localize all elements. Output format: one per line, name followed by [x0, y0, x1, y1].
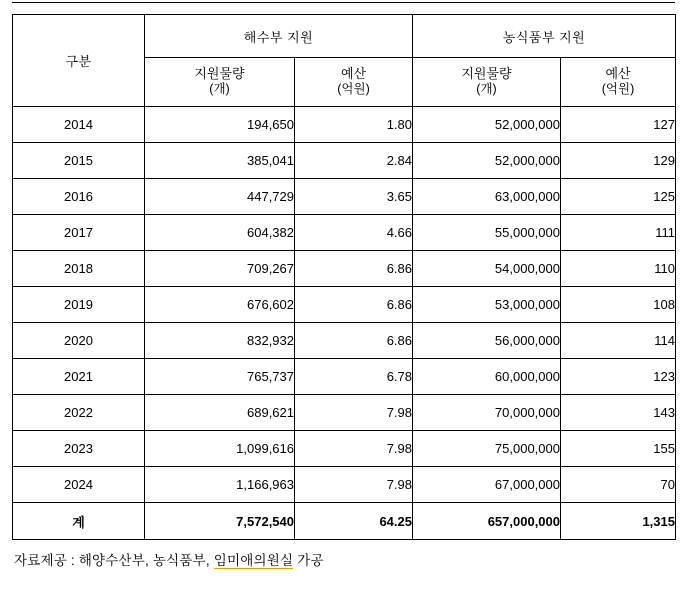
source-suffix: 가공 [293, 553, 324, 568]
header-gubun: 구분 [13, 15, 145, 107]
cell-total-oceans-budget: 64.25 [295, 503, 413, 540]
table-row [13, 395, 676, 431]
cell-total-oceans-quantity: 7,572,540 [145, 503, 295, 540]
cell-agriculture-quantity: 52,000,000 [413, 143, 561, 179]
header-sub-label: 지원물량 [461, 66, 512, 82]
table-body [13, 107, 676, 540]
support-table [12, 14, 676, 540]
cell-total-agriculture-quantity: 657,000,000 [413, 503, 561, 540]
cell-oceans-quantity: 1,099,616 [145, 431, 295, 467]
cell-oceans-budget: 7.98 [295, 395, 413, 431]
cell-oceans-budget: 6.86 [295, 287, 413, 323]
cell-agriculture-quantity: 75,000,000 [413, 431, 561, 467]
cell-year: 2021 [13, 359, 145, 395]
table-row [13, 323, 676, 359]
source-prefix: 자료제공 : 해양수산부, 농식품부, [14, 553, 214, 568]
cell-oceans-quantity: 1,166,963 [145, 467, 295, 503]
cell-oceans-budget: 7.98 [295, 431, 413, 467]
header-group-ministry-agriculture: 농식품부 지원 [413, 15, 676, 58]
cell-year: 2017 [13, 215, 145, 251]
table-row [13, 215, 676, 251]
table-row [13, 467, 676, 503]
cell-agriculture-budget: 123 [561, 359, 676, 395]
table-total-row [13, 503, 676, 540]
header-sub-label: 지원물량 [194, 66, 245, 82]
table-row [13, 359, 676, 395]
cell-agriculture-quantity: 56,000,000 [413, 323, 561, 359]
cell-agriculture-quantity: 54,000,000 [413, 251, 561, 287]
source-highlight: 임미애의원실 [213, 553, 294, 568]
table-row [13, 251, 676, 287]
cell-year: 2015 [13, 143, 145, 179]
cell-agriculture-quantity: 52,000,000 [413, 107, 561, 143]
cell-agriculture-budget: 114 [561, 323, 676, 359]
cell-total-agriculture-budget: 1,315 [561, 503, 676, 540]
cell-oceans-quantity: 676,602 [145, 287, 295, 323]
cell-oceans-quantity: 194,650 [145, 107, 295, 143]
cell-agriculture-quantity: 63,000,000 [413, 179, 561, 215]
cell-agriculture-budget: 129 [561, 143, 676, 179]
cell-year: 2019 [13, 287, 145, 323]
cell-oceans-budget: 6.78 [295, 359, 413, 395]
cell-year: 2020 [13, 323, 145, 359]
header-sub-unit: (억원) [337, 82, 370, 97]
table-header-row-1 [13, 15, 676, 58]
cell-oceans-budget: 7.98 [295, 467, 413, 503]
cell-agriculture-budget: 110 [561, 251, 676, 287]
cell-agriculture-budget: 143 [561, 395, 676, 431]
cell-year: 2016 [13, 179, 145, 215]
cell-agriculture-quantity: 67,000,000 [413, 467, 561, 503]
cell-oceans-budget: 3.65 [295, 179, 413, 215]
cell-agriculture-budget: 125 [561, 179, 676, 215]
header-sub-oceans-quantity [145, 58, 295, 107]
cell-agriculture-budget: 111 [561, 215, 676, 251]
cell-year: 2014 [13, 107, 145, 143]
header-sub-label: 예산 [340, 66, 367, 82]
header-sub-agriculture-budget [561, 58, 676, 107]
cell-agriculture-quantity: 53,000,000 [413, 287, 561, 323]
cell-agriculture-budget: 127 [561, 107, 676, 143]
cell-oceans-quantity: 447,729 [145, 179, 295, 215]
source-note [12, 549, 675, 569]
header-sub-oceans-budget [295, 58, 413, 107]
cell-agriculture-budget: 108 [561, 287, 676, 323]
cell-agriculture-budget: 70 [561, 467, 676, 503]
table-row [13, 431, 676, 467]
cell-oceans-quantity: 385,041 [145, 143, 295, 179]
table-row [13, 179, 676, 215]
top-divider [12, 2, 675, 3]
cell-year: 2022 [13, 395, 145, 431]
cell-year: 2023 [13, 431, 145, 467]
cell-year: 2018 [13, 251, 145, 287]
header-sub-unit: (개) [209, 82, 230, 97]
table-row [13, 287, 676, 323]
cell-oceans-budget: 6.86 [295, 251, 413, 287]
table-head [13, 15, 676, 107]
header-sub-unit: (억원) [601, 82, 635, 97]
header-sub-label: 예산 [605, 66, 631, 82]
header-sub-agriculture-quantity [413, 58, 561, 107]
table-row [13, 107, 676, 143]
table-row [13, 143, 676, 179]
cell-oceans-budget: 6.86 [295, 323, 413, 359]
cell-oceans-budget: 2.84 [295, 143, 413, 179]
header-group-ministry-oceans: 해수부 지원 [145, 15, 413, 58]
cell-oceans-quantity: 604,382 [145, 215, 295, 251]
cell-total-label: 계 [13, 503, 145, 540]
cell-agriculture-budget: 155 [561, 431, 676, 467]
cell-oceans-quantity: 765,737 [145, 359, 295, 395]
cell-agriculture-quantity: 70,000,000 [413, 395, 561, 431]
cell-oceans-quantity: 709,267 [145, 251, 295, 287]
cell-agriculture-quantity: 55,000,000 [413, 215, 561, 251]
header-sub-unit: (개) [476, 82, 497, 97]
cell-oceans-quantity: 832,932 [145, 323, 295, 359]
cell-oceans-quantity: 689,621 [145, 395, 295, 431]
cell-oceans-budget: 4.66 [295, 215, 413, 251]
cell-year: 2024 [13, 467, 145, 503]
cell-oceans-budget: 1.80 [295, 107, 413, 143]
cell-agriculture-quantity: 60,000,000 [413, 359, 561, 395]
